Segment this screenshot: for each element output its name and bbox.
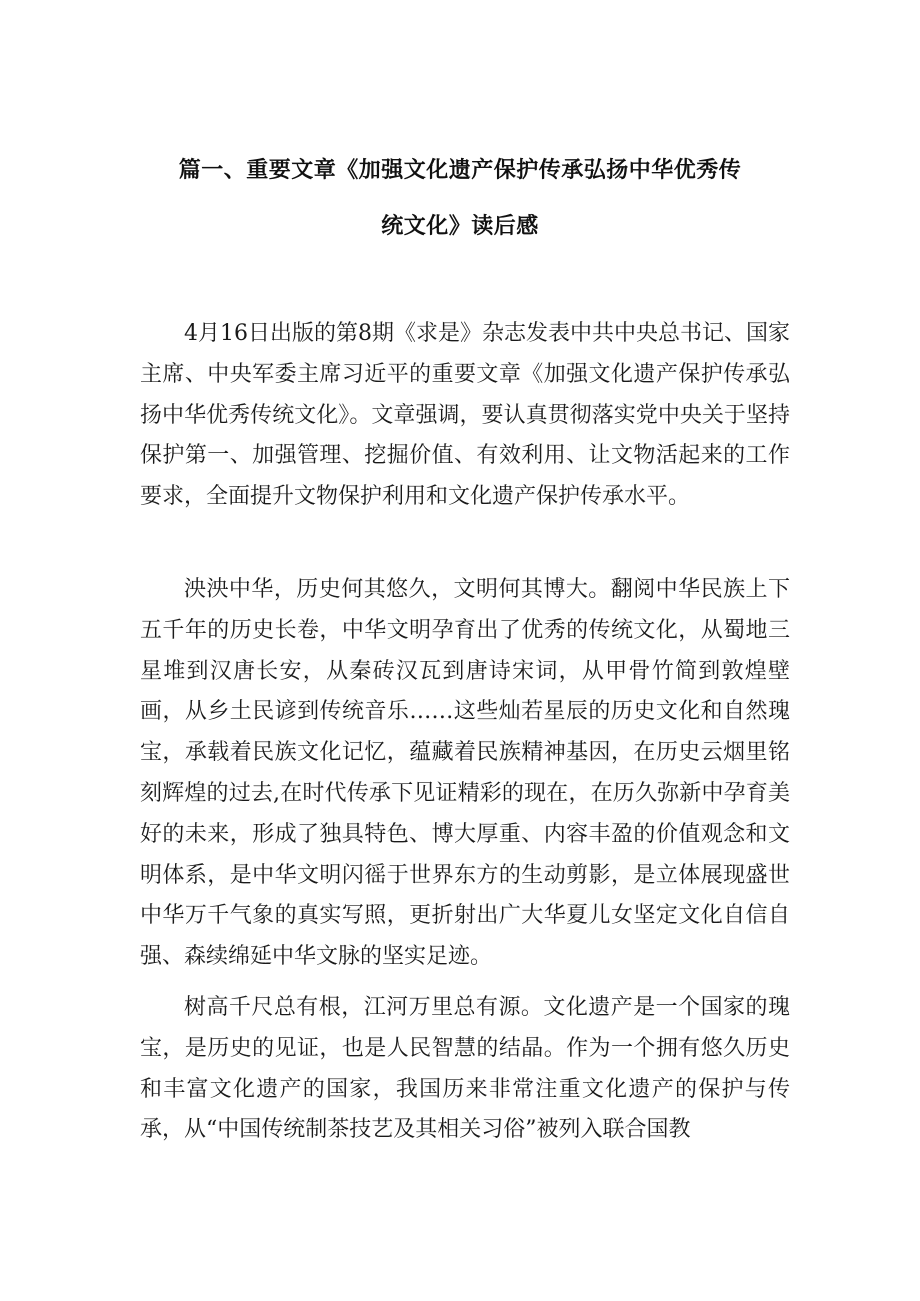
paragraph-2: 泱泱中华，历史何其悠久，文明何其博大。翻阅中华民族上下五千年的历史长卷，中华文明孕育出了优秀的传统文化，从蜀地三星堆到汉唐长安，从秦砖汉瓦到唐诗宋词，从甲骨竹简到敦煌壁画，从乡土民谚到传统音乐……这些灿若星辰的历史文化和自然瑰宝，承载着民族文化记忆，蕴藏着民族精神基因，在历史云烟里铭刻辉煌的过去,在时代传承下见证精彩的现在，在历久弥新中孕育美好的未来，形成了独具特色、博大厚重、内容丰盈的价值观念和文明体系，是中华文明闪徭于世界东方的生动剪影，是立体展现盛世中华万千气象的真实写照，更折射出广大华夏儿女坚定文化自信自强、森续绵延中华文脉的坚实足迹。: [140, 577, 790, 970]
paragraph-3: 树高千尺总有根，江河万里总有源。文化遗产是一个国家的瑰宝，是历史的见证，也是人民智慧的结晶。作为一个拥有悠久历史和丰富文化遗产的国家，我国历来非常注重文化遗产的保护与传承，从“中国传统制茶技艺及其相关习俗”被列入联合国教: [140, 995, 790, 1143]
document-title-line-2: 统文化》读后感: [381, 214, 539, 239]
paragraph-1: 4月16日出版的第8期《求是》杂志发表中共中央总书记、国家主席、中央军委主席习近平的重要文章《加强文化遗产保护传承弘扬中华优秀传统文化》。文章强调，要认真贯彻落实党中央关于坚持保护第一、加强管理、挖掘价值、有效利用、让文物活起来的工作要求，全面提升文物保护利用和文化遗产保护传承水平。: [140, 321, 790, 510]
document-title-line-1: 篇一、重要文章《加强文化遗产保护传承弘扬中华优秀传: [178, 158, 742, 183]
